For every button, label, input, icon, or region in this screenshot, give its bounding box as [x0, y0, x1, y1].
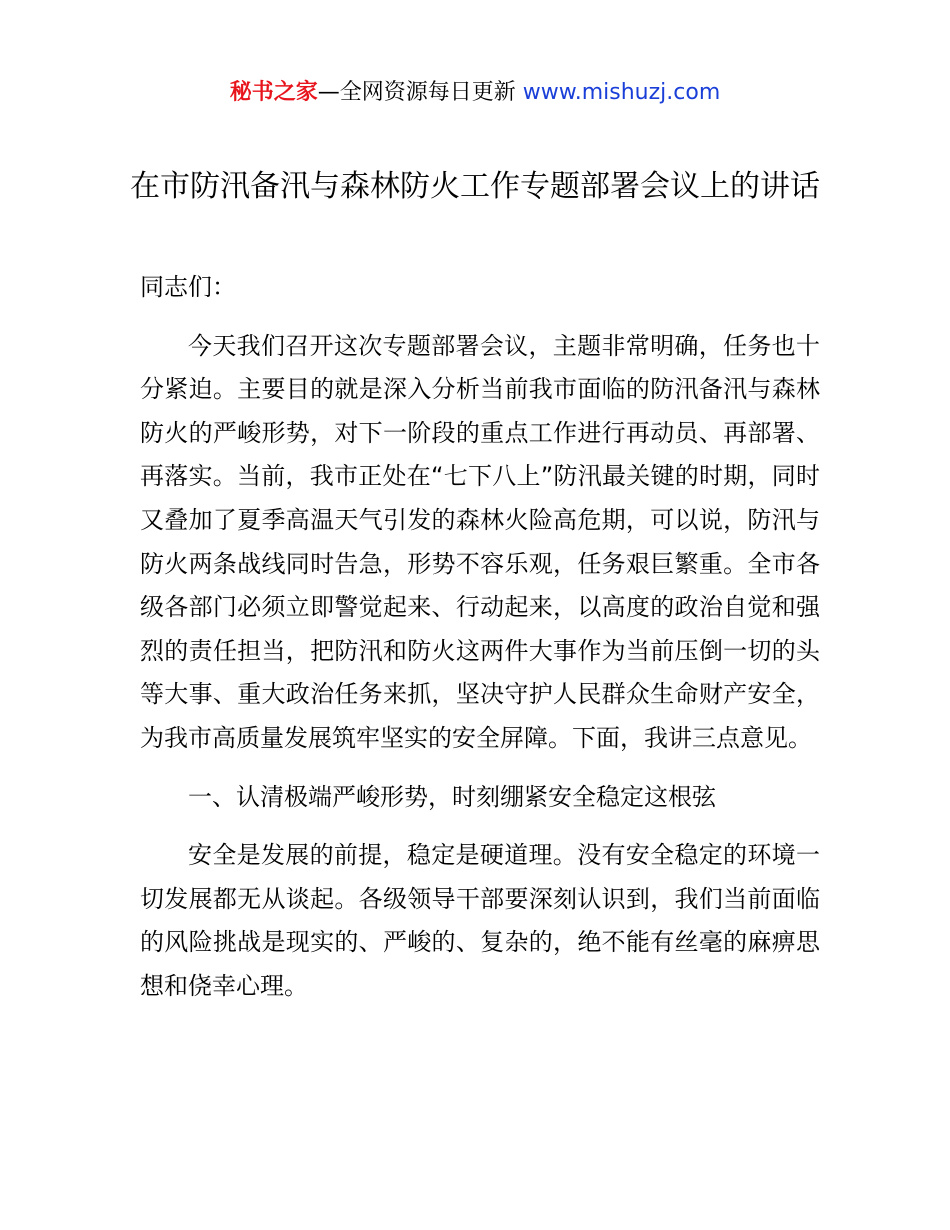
document-title: 在市防汛备汛与森林防火工作专题部署会议上的讲话: [130, 169, 820, 204]
site-header: [0, 76, 950, 110]
site-url-link[interactable]: www.mishuzj.com: [522, 80, 721, 105]
document-body: [140, 266, 820, 1009]
body-paragraph-section-1: 安全是发展的前提，稳定是硬道理。没有安全稳定的环境一切发展都无从谈起。各级领导干部要深刻认识到，我们当前面临的风险挑战是现实的、严峻的、复杂的，绝不能有丝毫的麻痹思想和侥幸心理。: [140, 841, 820, 1000]
site-brand: 秘书之家: [229, 80, 318, 105]
salutation: 同志们：: [140, 273, 236, 301]
site-tagline: —全网资源每日更新: [317, 80, 523, 105]
section-heading-1: 一、认清极端严峻形势，时刻绷紧安全稳定这根弦: [188, 782, 716, 811]
body-paragraph-intro: 今天我们召开这次专题部署会议，主题非常明确，任务也十分紧迫。主要目的就是深入分析当前我市面临的防汛备汛与森林防火的严峻形势，对下一阶段的重点工作进行再动员、再部署、再落实。当前，我市正处在“七下八上”防汛最关键的时期，同时又叠加了夏季高温天气引发的森林火险高危期，可以说，防汛与防火两条战线同时告急，形势不容乐观，任务艰巨繁重。全市各级各部门必须立即警觉起来、行动起来，以高度的政治自觉和强烈的责任担当，把防汛和防火这两件大事作为当前压倒一切的头等大事、重大政治任务来抓，坚决守护人民群众生命财产安全，为我市高质量发展筑牢坚实的安全屏障。下面，我讲三点意见。: [140, 331, 820, 752]
